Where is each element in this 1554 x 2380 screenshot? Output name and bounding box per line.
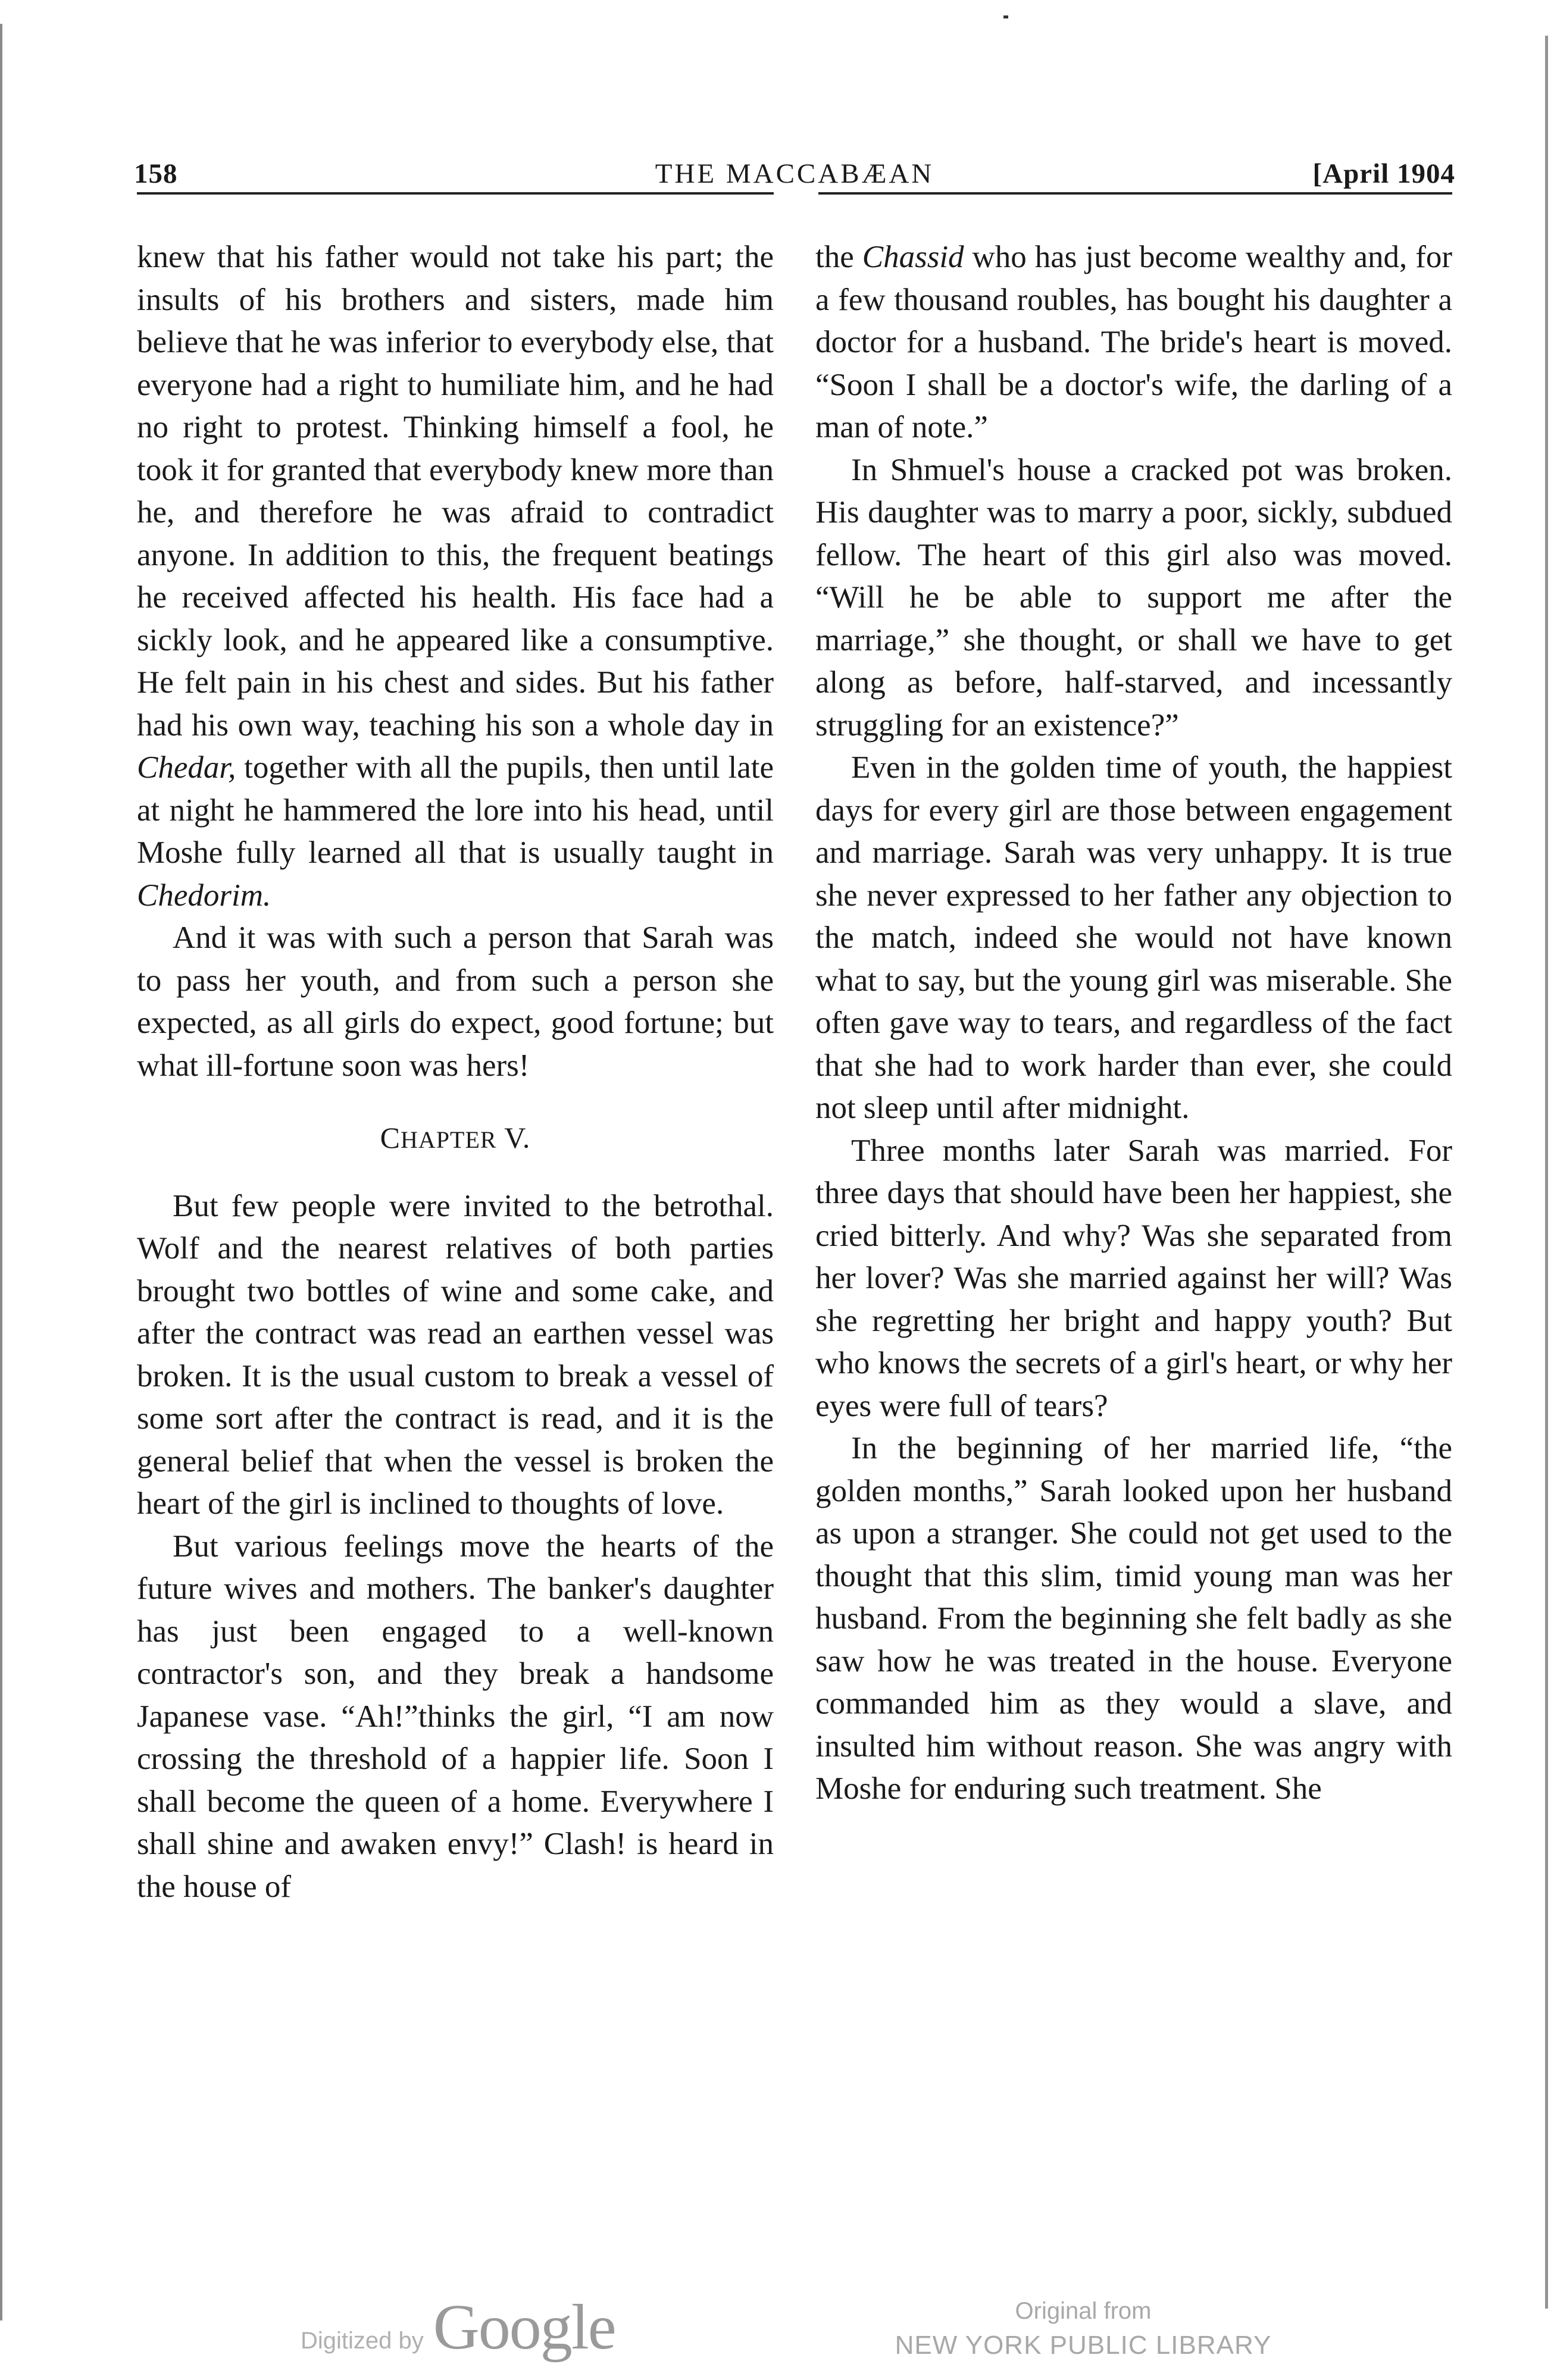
paragraph: In the beginning of her married life, “the golden months,” Sarah looked upon her husband as upon a stranger. She could not get used to the thought that this slim, timid young man was her husband. From the beginning she felt badly as she saw how he was treated in the house. Everyone commanded him as they would a slave, and insulted him without reason. She was angry with Moshe for enduring such treatment. She — [815, 1431, 1452, 1806]
paragraph: But various feelings move the hearts of the future wives and mothers. The banker's daughter has just been engaged to a well-known contractor's son, and they break a handsome Japanese vase. “Ah!”thinks the girl, “I am now crossing the threshold of a happier life. Soon I shall become the queen of a home. Everywhere I shall shine and awaken envy!” Clash! is heard in the house of — [137, 1529, 774, 1904]
paragraph: In Shmuel's house a cracked pot was broken. His daughter was to marry a poor, sickly, subdued fellow. The heart of this girl also was moved. “Will he be able to support me after the marriage,” she thought, or shall we have to get along as before, half-starved, and incessantly struggling for an existence?” — [815, 452, 1452, 743]
header-rule-right — [818, 192, 1452, 195]
italic-term: Chedar, — [137, 750, 236, 785]
scan-right-edge — [1545, 36, 1548, 2309]
journal-title: THE MACCABÆAN — [655, 158, 934, 189]
issue-date: [April 1904 — [1312, 158, 1455, 189]
paragraph: Three months later Sarah was married. For three days that should have been her happiest, she cried bitterly. And why? Was she separated from her lover? Was she married against her will? Was she regretting her bright and happy youth? But who knows the secrets of a girl's heart, or why her eyes were full of tears? — [815, 1133, 1452, 1423]
library-name: NEW YORK PUBLIC LIBRARY — [895, 2331, 1272, 2360]
digitized-by-watermark — [301, 2291, 615, 2363]
paragraph: But few people were invited to the betrothal. Wolf and the nearest relatives of both parties brought two bottles of wine and some cake, and after the contract was read an earthen vessel was broken. It is the usual custom to break a vessel of some sort after the contract is read, and it is the general belief that when the vessel is broken the heart of the girl is inclined to thoughts of love. — [137, 1188, 774, 1521]
library-attribution — [893, 2294, 1274, 2363]
paragraph: knew that his father would not take his part; the insults of his brothers and sisters, made him believe that he was inferior to everybody else, that everyone had a right to humiliate him, and he had no right to protest. Thinking himself a fool, he took it for granted that everybody knew more than he, and therefore he was afraid to contradict anyone. In addition to this, the frequent beatings he received affected his health. His face had a sickly look, and he appeared like a consumptive. He felt pain in his chest and sides. But his father had his own way, teaching his son a whole day in Chedar, together with all the pupils, then until late at night he hammered the lore into his head, until Moshe fully learned all that is usually taught in Chedorim. — [137, 240, 774, 913]
scan-mark — [1003, 15, 1008, 18]
google-logo: Google — [433, 2292, 615, 2363]
italic-term: Chedorim. — [137, 878, 271, 913]
chapter-heading: CHAPTER V. — [380, 1121, 531, 1154]
italic-term: Chassid — [862, 240, 964, 274]
original-from-label: Original from — [1015, 2298, 1152, 2324]
paragraph: And it was with such a person that Sarah was to pass her youth, and from such a person she expected, as all girls do expect, good fortune; but what ill-fortune soon was hers! — [137, 920, 774, 1083]
right-column — [815, 236, 1452, 1811]
scan-left-edge — [0, 24, 2, 2320]
header-rule-left — [137, 192, 774, 195]
digitized-by-label: Digitized by — [301, 2328, 424, 2354]
page-number: 158 — [134, 158, 178, 189]
paragraph: Even in the golden time of youth, the happiest days for every girl are those between engagement and marriage. Sarah was very unhappy. It is true she never expressed to her father any objection to the match, indeed she would not have known what to say, but the young girl was miserable. She often gave way to tears, and regardless of the fact that she had to work harder than ever, she could not sleep until after midnight. — [815, 750, 1452, 1125]
left-column — [137, 236, 774, 1908]
paragraph: the Chassid who has just become wealthy and, for a few thousand roubles, has bought his daughter a doctor for a husband. The bride's heart is moved. “Soon I shall be a doctor's wife, the darling of a man of note.” — [815, 240, 1452, 444]
